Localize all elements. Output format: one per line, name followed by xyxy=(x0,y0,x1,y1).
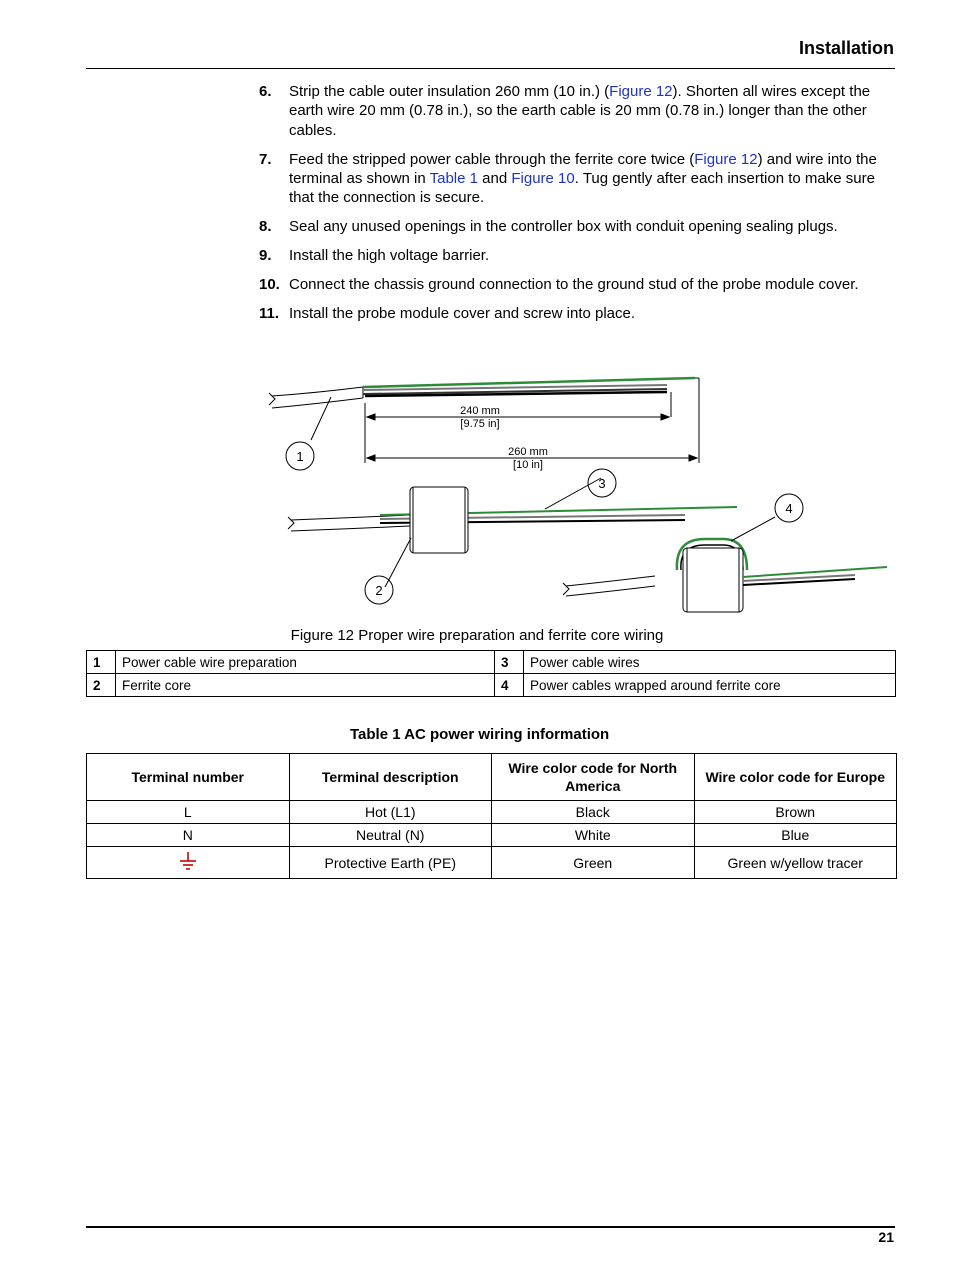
legend-row xyxy=(87,674,896,697)
callout-2-label: 2 xyxy=(375,583,383,598)
dimension-240: 240 mm xyxy=(460,405,500,417)
table-cell xyxy=(87,847,290,879)
callout-4-label: 4 xyxy=(785,501,793,516)
step-text: and xyxy=(478,170,512,188)
step-6 xyxy=(259,82,899,140)
ac-power-wiring-table xyxy=(86,753,897,879)
legend-number: 1 xyxy=(87,651,116,674)
table-cell: Black xyxy=(492,801,695,824)
step-10 xyxy=(259,275,899,294)
step-8 xyxy=(259,217,899,236)
dimension-260-imperial: [10 in] xyxy=(513,459,543,471)
step-number: 7. xyxy=(259,150,272,168)
step-7 xyxy=(259,150,899,208)
table-cell: Green xyxy=(492,847,695,879)
table-title: Table 1 AC power wiring information xyxy=(350,726,610,743)
ferrite-core xyxy=(410,487,468,553)
table-cell: Hot (L1) xyxy=(289,801,492,824)
step-text: Install the high voltage barrier. xyxy=(289,247,490,265)
column-header: Wire color code for North America xyxy=(492,754,695,801)
column-header: Terminal number xyxy=(87,754,290,801)
table-cell: Green w/yellow tracer xyxy=(694,847,897,879)
footer-rule xyxy=(86,1226,895,1228)
step-text: Strip the cable outer insulation 260 mm (10 in.) ( xyxy=(289,83,610,100)
step-text: Seal any unused openings in the controller box with conduit opening sealing plugs. xyxy=(289,218,838,236)
legend-text: Power cables wrapped around ferrite core xyxy=(524,674,896,697)
step-11 xyxy=(259,304,899,323)
table-row xyxy=(87,801,897,824)
step-text: . Tug gently after each insertion to make sure that the connection is secure. xyxy=(289,170,875,207)
column-header: Terminal description xyxy=(289,754,492,801)
step-text: Install the probe module cover and screw into place. xyxy=(289,304,636,322)
step-number: 10. xyxy=(259,275,280,293)
step-number: 9. xyxy=(259,247,272,265)
step-number: 8. xyxy=(259,218,272,236)
step-text: Connect the chassis ground connection to the ground stud of the probe module cover. xyxy=(289,275,859,293)
table-cell: White xyxy=(492,824,695,847)
legend-text: Power cable wires xyxy=(524,651,896,674)
step-text: ). Shorten all wires except the earth wire 20 mm (0.78 in.), so the earth cable is 20 mm (0.78 in.) longer than the other cables. xyxy=(289,83,871,139)
dimension-260: 260 mm xyxy=(508,446,548,458)
page-header-title: Installation xyxy=(798,38,894,58)
figure-legend xyxy=(86,650,896,697)
figure-10-link[interactable]: Figure 10 xyxy=(511,170,575,188)
protective-earth-icon xyxy=(178,850,198,872)
header-rule xyxy=(86,68,895,69)
table-cell: L xyxy=(87,801,290,824)
page-number: 21 xyxy=(878,1229,894,1245)
table-cell: Neutral (N) xyxy=(289,824,492,847)
table-1-link[interactable]: Table 1 xyxy=(429,170,478,188)
callout-1-label: 1 xyxy=(296,449,304,464)
ferrite-core-wrapped xyxy=(683,548,743,612)
table-row xyxy=(87,847,897,879)
legend-text: Power cable wire preparation xyxy=(116,651,495,674)
ferrite-cable-drawing xyxy=(288,478,737,587)
step-number: 6. xyxy=(259,83,272,100)
legend-number: 2 xyxy=(87,674,116,697)
figure-caption: Figure 12 Proper wire preparation and ferrite core wiring xyxy=(290,627,664,644)
wrapped-ferrite-drawing xyxy=(563,517,887,612)
legend-text: Ferrite core xyxy=(116,674,495,697)
table-header-row xyxy=(87,754,897,801)
column-header: Wire color code for Europe xyxy=(694,754,897,801)
step-text: ) and wire into the terminal as shown in xyxy=(289,150,877,188)
table-cell: Blue xyxy=(694,824,897,847)
table-cell: N xyxy=(87,824,290,847)
procedure-steps xyxy=(259,82,899,332)
figure-12-link[interactable]: Figure 12 xyxy=(609,83,673,100)
callout-3-label: 3 xyxy=(598,476,606,491)
legend-row xyxy=(87,651,896,674)
table-cell: Brown xyxy=(694,801,897,824)
legend-number: 4 xyxy=(495,674,524,697)
wire-preparation-figure xyxy=(255,365,900,625)
step-9 xyxy=(259,246,899,265)
dimension-240-imperial: [9.75 in] xyxy=(460,418,500,430)
step-number: 11. xyxy=(259,304,280,322)
legend-number: 3 xyxy=(495,651,524,674)
figure-12-link[interactable]: Figure 12 xyxy=(694,150,758,168)
table-row xyxy=(87,824,897,847)
table-cell: Protective Earth (PE) xyxy=(289,847,492,879)
step-text: Feed the stripped power cable through the ferrite core twice ( xyxy=(289,150,695,168)
